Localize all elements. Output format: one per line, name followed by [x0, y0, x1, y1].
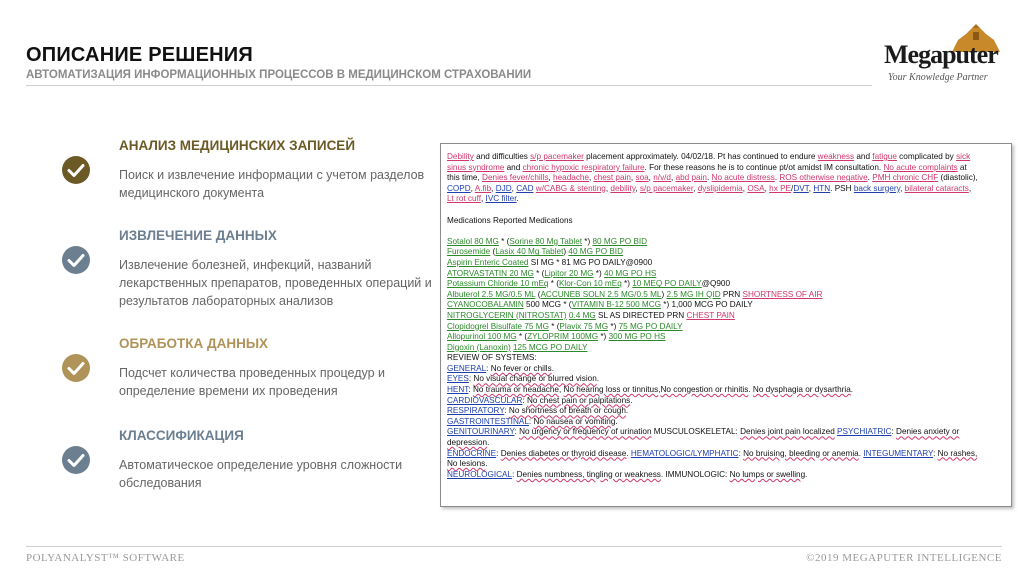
record-text: placement approximately. 04/02/18. Pt has continued to endure	[583, 152, 818, 161]
record-text: .	[516, 194, 519, 204]
section-annotation: COPD	[447, 183, 471, 193]
section-annotation: GENERAL	[447, 363, 487, 373]
record-line	[447, 385, 1003, 396]
record-text: ,	[693, 183, 698, 193]
record-text: 500 MCG * (	[523, 300, 572, 310]
record-line	[447, 332, 1003, 343]
disease-annotation: PMH chronic CHF	[872, 173, 939, 183]
record-text: and difficulties	[473, 152, 531, 161]
symptom-annotation: Denies anxiety or	[896, 427, 960, 437]
record-text: ,	[491, 183, 496, 193]
medication-annotation: Aspirin Enteric Coated	[447, 257, 529, 267]
section-annotation: ENDOCRINE	[447, 448, 497, 458]
record-text: ,	[635, 183, 640, 193]
medication-annotation: Plavix 75 MG	[559, 321, 609, 331]
disease-annotation: weakness	[817, 152, 855, 161]
section-annotation: HEMATOLOGIC/LYMPHATIC	[630, 448, 739, 458]
footer-divider	[26, 546, 1002, 547]
symptom-annotation: No hearing loss or tinnitus	[563, 385, 659, 395]
record-line	[447, 438, 1003, 449]
disease-annotation: A.fib	[474, 183, 492, 193]
record-text: ,	[742, 183, 748, 193]
medication-annotation: Lipitor 20 MG	[544, 268, 594, 278]
symptom-annotation: No bruising, bleeding or anemia	[743, 448, 859, 458]
record-text: SL AS DIRECTED PRN	[595, 310, 687, 320]
disease-annotation: sinus syndrome	[447, 162, 505, 172]
disease-annotation: n/v/d	[653, 173, 671, 183]
medication-annotation: Klor-Con 10 mEq	[558, 279, 622, 289]
record-text: .	[551, 363, 554, 373]
medication-annotation: ATORVASTATIN 20 MG	[447, 268, 534, 278]
disease-annotation: dyslipidemia	[697, 183, 743, 193]
disease-annotation: Lt rot cuff	[447, 194, 481, 204]
section-annotation: NEUROLOGICAL	[447, 469, 513, 479]
record-text: * (	[548, 279, 559, 289]
logo-tagline: Your Knowledge Partner	[888, 72, 988, 83]
section-annotation: RESPIRATORY	[447, 406, 505, 416]
record-line	[447, 417, 1003, 428]
record-text: ,	[558, 385, 564, 395]
record-text: :	[933, 448, 938, 458]
record-line	[447, 237, 1003, 248]
record-text: PRN	[720, 289, 743, 299]
blank-line	[447, 226, 1003, 237]
section-annotation: GENITOURINARY	[447, 427, 515, 437]
record-line	[447, 216, 1003, 227]
record-text: (diastolic),	[938, 173, 978, 183]
disease-annotation: OSA	[747, 183, 765, 193]
record-text: ,	[764, 183, 770, 193]
record-text: @Q900	[701, 279, 731, 289]
medication-annotation: 75 MG PO DAILY	[618, 321, 683, 331]
record-text: this time,	[447, 173, 483, 183]
record-text: :	[522, 395, 527, 405]
record-text: .	[748, 385, 753, 395]
record-line	[447, 290, 1003, 301]
record-text: * (	[533, 268, 545, 278]
record-text: :	[468, 385, 473, 395]
medication-annotation: 40 MG PO HS	[604, 268, 657, 278]
symptom-annotation: No lesions	[447, 459, 486, 469]
record-text: .	[858, 448, 864, 458]
record-line	[447, 470, 1003, 481]
checkmark-icon	[62, 246, 90, 274]
medication-annotation: ACCUNEB SOLN 2.5 MG/0.5 ML	[540, 289, 662, 299]
record-text: *) 1,000 MCG PO DAILY	[661, 300, 753, 310]
record-text: (	[490, 247, 496, 257]
symptom-annotation: No urgency or frequency of urination	[519, 427, 652, 437]
record-text: .	[850, 385, 854, 395]
record-text: )	[661, 289, 667, 299]
record-text: ,	[900, 183, 905, 193]
medication-annotation: Sorine 80 Mg Tablet	[509, 236, 583, 246]
record-line	[447, 247, 1003, 258]
record-text: ,	[808, 183, 814, 193]
medication-annotation: Lasix 40 Mg Tablet	[495, 247, 564, 257]
medication-annotation: 0.4 MG	[568, 310, 596, 320]
logo-wordmark: Megaputer	[884, 40, 998, 69]
record-line	[447, 269, 1003, 280]
record-line	[447, 406, 1003, 417]
record-text: )	[563, 247, 569, 257]
checkmark-icon	[62, 156, 90, 184]
record-text: .	[626, 448, 631, 458]
record-text: :	[514, 427, 520, 437]
page-title: ОПИСАНИЕ РЕШЕНИЯ	[26, 44, 253, 66]
medication-annotation: 300 MG PO HS	[608, 332, 666, 342]
footer-copyright: ©2019 MEGAPUTER INTELLIGENCE	[806, 552, 1002, 564]
record-line	[447, 427, 1003, 438]
symptom-annotation: No visual change or blurred vision	[473, 374, 597, 384]
section-annotation: PSYCHIATRIC	[837, 427, 892, 437]
record-text: . For these reasons he is to continue pt/ot amidst IM consultation.	[644, 162, 884, 172]
record-text: ,	[589, 173, 594, 183]
record-text: ,	[968, 183, 972, 193]
section-description: Поиск и извлечение информации с учетом разделов медицинского документа	[119, 168, 425, 200]
record-text: Medications Reported Medications	[447, 215, 573, 225]
section-annotation: DJD	[495, 183, 512, 193]
record-text: complicated by	[896, 152, 957, 161]
record-text: *)	[608, 321, 619, 331]
record-text: ,	[480, 194, 486, 204]
record-text: ,	[470, 183, 475, 193]
disease-annotation: w/CABG & stenting	[535, 183, 606, 193]
record-text: . PSH	[830, 183, 854, 193]
medical-record-panel	[440, 143, 1012, 507]
symptom-annotation: No trauma or headache	[472, 385, 559, 395]
record-text: ,	[630, 173, 636, 183]
record-text: .	[485, 459, 488, 469]
disease-annotation: soa	[635, 173, 649, 183]
medication-annotation: 2.5 MG IH QID	[666, 289, 721, 299]
record-text: ,	[671, 173, 676, 183]
disease-annotation: fatigue	[872, 152, 897, 161]
symptom-annotation: depression	[447, 438, 488, 448]
medication-annotation: 125 MCG PO DAILY	[513, 342, 588, 352]
record-line	[447, 343, 1003, 354]
page-subtitle: АВТОМАТИЗАЦИЯ ИНФОРМАЦИОННЫХ ПРОЦЕССОВ В МЕДИЦИНСКОМ СТРАХОВАНИИ	[26, 69, 532, 81]
record-line	[447, 459, 1003, 470]
record-line	[447, 163, 1003, 174]
disease-annotation: s/p pacemaker	[639, 183, 694, 193]
header-divider	[26, 85, 872, 86]
record-line	[447, 322, 1003, 333]
record-text: ,	[658, 385, 661, 395]
record-text: :	[512, 469, 517, 479]
record-text: *)	[621, 279, 633, 289]
disease-annotation: CHEST PAIN	[686, 310, 735, 320]
record-text: * (	[548, 321, 560, 331]
record-text: *)	[582, 236, 593, 246]
disease-annotation: chest pain	[593, 173, 631, 183]
medication-annotation: NITROGLYCERIN (NITROSTAT)	[447, 310, 567, 320]
symptom-annotation: No chest pain or palpitations	[526, 395, 631, 405]
disease-annotation: abd pain	[675, 173, 707, 183]
record-line	[447, 173, 1003, 184]
record-text: .	[706, 173, 712, 183]
section-annotation: INTEGUMENTARY	[863, 448, 934, 458]
medication-annotation: Furosemide	[447, 247, 491, 257]
record-text: :	[486, 363, 491, 373]
disease-annotation: Debility	[447, 152, 474, 161]
medication-annotation: ZYLOPRIM 100MG	[527, 332, 599, 342]
section-title: ИЗВЛЕЧЕНИЕ ДАННЫХ	[119, 228, 277, 243]
record-text: .	[487, 438, 490, 448]
record-line	[447, 194, 1003, 205]
disease-annotation: sick	[956, 152, 971, 161]
section-annotation: CAD	[516, 183, 534, 193]
record-text: :	[891, 427, 897, 437]
record-text: .	[615, 416, 618, 426]
section-annotation: EYES	[447, 374, 469, 384]
section-description: Извлечение болезней, инфекций, названий лекарственных препаратов, проведенных операций и результатов лабораторных анализов	[119, 258, 432, 308]
record-text: ,	[605, 183, 611, 193]
symptom-annotation: No shortness of breath or cough	[508, 406, 626, 416]
record-line	[447, 152, 1003, 163]
symptom-annotation: No dysphagia or dysarthria	[752, 385, 851, 395]
record-text: MUSCULOSKELETAL:	[651, 427, 741, 437]
record-line	[447, 311, 1003, 322]
record-text: * (	[516, 332, 528, 342]
record-text: REVIEW OF SYSTEMS:	[447, 353, 537, 363]
checkmark-icon	[62, 354, 90, 382]
record-text: /	[791, 183, 794, 193]
disease-annotation: Denies fever/chills	[482, 173, 549, 183]
record-line	[447, 396, 1003, 407]
section-annotation: DVT	[793, 183, 809, 193]
record-line	[447, 353, 1003, 364]
section-title: КЛАССИФИКАЦИЯ	[119, 428, 244, 443]
disease-annotation: headache	[553, 173, 590, 183]
section-title: ОБРАБОТКА ДАННЫХ	[119, 336, 269, 351]
medication-annotation: Albuterol 2.5 MG/0.5 ML	[447, 289, 536, 299]
medication-annotation: 10 MEQ PO DAILY	[632, 279, 702, 289]
record-line	[447, 184, 1003, 195]
symptom-annotation: No lumps or swelling	[729, 469, 806, 479]
medical-record-text	[447, 152, 1003, 480]
medication-annotation: Digoxin (Lanoxin)	[447, 342, 511, 352]
record-text: and	[854, 152, 873, 161]
medication-annotation: 80 MG PO BID	[592, 236, 648, 246]
record-line	[447, 374, 1003, 385]
section-annotation: back surgery	[853, 183, 901, 193]
disease-annotation: bilateral cataracts	[904, 183, 969, 193]
record-text: .	[867, 173, 873, 183]
section-title: АНАЛИЗ МЕДИЦИНСКИХ ЗАПИСЕЙ	[119, 138, 356, 153]
record-text: ,	[511, 183, 517, 193]
footer-product: POLYANALYST™ SOFTWARE	[26, 552, 185, 564]
record-text: :	[528, 416, 534, 426]
record-text: :	[468, 374, 474, 384]
section-annotation: HENT	[447, 385, 469, 395]
checkmark-icon	[62, 446, 90, 474]
record-text: .	[774, 173, 780, 183]
record-line	[447, 300, 1003, 311]
record-text: (	[535, 289, 541, 299]
medication-annotation: VITAMIN B-12 500 MCG	[571, 300, 661, 310]
record-text: .	[805, 469, 808, 479]
record-line	[447, 258, 1003, 269]
record-text: :	[504, 406, 509, 416]
record-line	[447, 364, 1003, 375]
section-description: Автоматическое определение уровня сложности обследования	[119, 458, 403, 490]
record-text: :	[738, 448, 744, 458]
section-annotation: GASTROINTESTINAL	[447, 416, 529, 426]
record-line	[447, 449, 1003, 460]
disease-annotation: ROS otherwise negative	[779, 173, 868, 183]
symptom-annotation: No nausea or vomiting	[533, 416, 616, 426]
medication-annotation: Allopurinol 100 MG	[447, 332, 517, 342]
record-text: .	[596, 374, 600, 384]
megaputer-logo	[876, 24, 1006, 88]
symptom-annotation: Denies joint pain localized	[740, 427, 835, 437]
record-text: ,	[548, 173, 554, 183]
disease-annotation: No acute distress	[711, 173, 775, 183]
section-annotation: CARDIOVASCULAR	[447, 395, 523, 405]
medication-annotation: Sotalol 80 MG	[447, 236, 499, 246]
symptom-annotation: No fever or chills	[490, 363, 552, 373]
symptom-annotation: Denies numbness, tingling or weakness	[516, 469, 661, 479]
symptom-annotation: Denies diabetes or thyroid disease	[500, 448, 627, 458]
section-annotation: HTN	[813, 183, 831, 193]
record-text: .	[625, 406, 629, 416]
medication-annotation: CYANOCOBALAMIN	[447, 300, 524, 310]
blank-line	[447, 205, 1003, 216]
record-text: . IMMUNOLOGIC:	[660, 469, 730, 479]
record-text: *)	[598, 332, 609, 342]
record-text: at	[957, 162, 967, 172]
medication-annotation: Potassium Chloride 10 mEq	[447, 279, 549, 289]
disease-annotation: No acute complaints	[883, 162, 958, 172]
section-annotation: IVC filter	[485, 194, 517, 204]
record-text: SI MG * 81 MG PO DAILY@0900	[528, 257, 653, 267]
disease-annotation: SHORTNESS OF AIR	[742, 289, 823, 299]
section-description: Подсчет количества проведенных процедур и определение времени их проведения	[119, 366, 386, 398]
record-text: ,	[648, 173, 654, 183]
disease-annotation: debility	[610, 183, 636, 193]
record-text: *)	[593, 268, 604, 278]
record-text: * (	[498, 236, 510, 246]
disease-annotation: hx PE	[769, 183, 792, 193]
record-text: :	[496, 448, 501, 458]
disease-annotation: chronic hypoxic respiratory failure	[522, 162, 645, 172]
disease-annotation: s/p pacemaker	[530, 152, 584, 161]
symptom-annotation: No congestion or rhinitis	[660, 385, 749, 395]
record-line	[447, 279, 1003, 290]
medication-annotation: 40 MG PO BID	[568, 247, 623, 257]
symptom-annotation: No rashes,	[937, 448, 978, 458]
record-text: and	[504, 162, 523, 172]
record-text: .	[630, 395, 633, 405]
medication-annotation: Clopidogrel Bisulfate 75 MG	[447, 321, 549, 331]
